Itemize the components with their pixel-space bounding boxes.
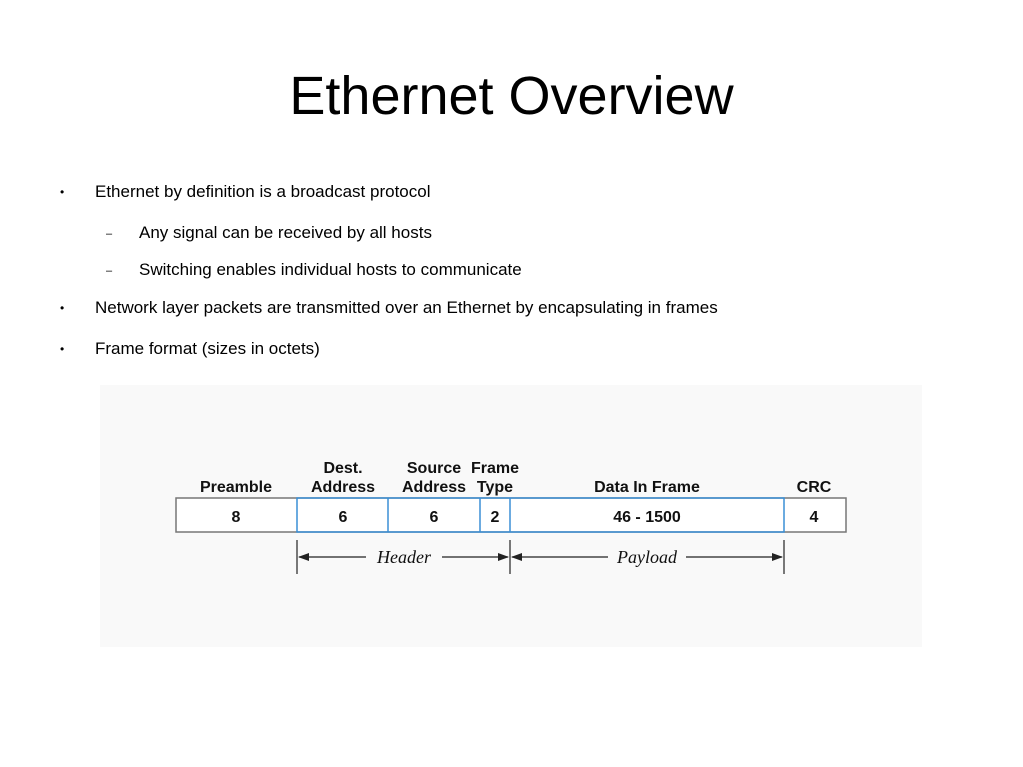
bullet-item-3: Frame format (sizes in octets): [95, 339, 320, 358]
field-label-data: Data In Frame: [594, 479, 700, 496]
sub-bullet-item-2: Switching enables individual hosts to communicate: [139, 260, 522, 279]
field-label-type-line1: Frame: [470, 460, 520, 477]
bullet-glyph: •: [60, 342, 65, 356]
field-size-dest: 6: [338, 509, 348, 526]
field-label-source-line2: Address: [401, 479, 467, 496]
frame-outer-box: [176, 498, 846, 532]
bullet-glyph: •: [60, 185, 65, 199]
header-span-label: Header: [377, 547, 431, 567]
field-size-crc: 4: [809, 509, 819, 526]
field-label-type-line2: Type: [476, 479, 514, 496]
field-label-source-line1: Source: [406, 460, 462, 477]
bullet-item-1: Ethernet by definition is a broadcast protocol: [95, 182, 431, 201]
header-arrowhead-left: [298, 553, 309, 561]
field-label-dest-line2: Address: [310, 479, 376, 496]
sub-bullet-glyph: –: [106, 265, 113, 277]
bullet-glyph: •: [60, 301, 65, 315]
header-arrowhead-right: [498, 553, 509, 561]
frame-format-diagram: [100, 385, 922, 647]
sub-bullet-glyph: –: [106, 228, 113, 240]
field-size-preamble: 8: [231, 509, 241, 526]
payload-arrowhead-right: [772, 553, 783, 561]
field-label-crc: CRC: [796, 479, 832, 496]
sub-bullet-item-1: Any signal can be received by all hosts: [139, 223, 432, 242]
field-label-preamble: Preamble: [199, 479, 273, 496]
field-size-data: 46 - 1500: [613, 509, 681, 526]
field-size-source: 6: [429, 509, 439, 526]
slide-title: Ethernet Overview: [289, 66, 734, 126]
frame-format-svg: [100, 385, 922, 647]
field-size-type: 2: [490, 509, 500, 526]
bullet-item-2: Network layer packets are transmitted over an Ethernet by encapsulating in frames: [95, 298, 718, 317]
field-label-dest-line1: Dest.: [323, 460, 363, 477]
payload-span-label: Payload: [617, 547, 677, 567]
payload-arrowhead-left: [511, 553, 522, 561]
